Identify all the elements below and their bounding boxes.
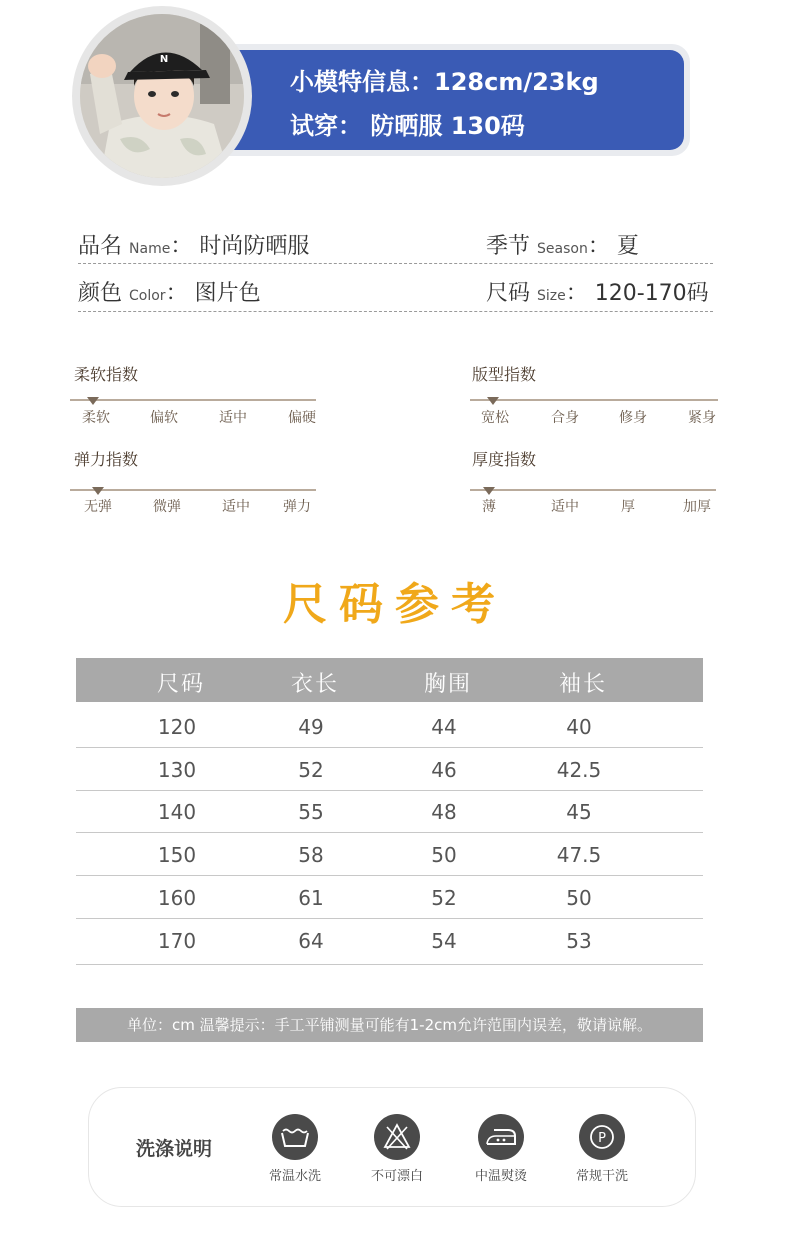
info-name [78,229,309,260]
table-cell: 52 [298,758,324,782]
table-cell: 40 [566,715,592,739]
info-color-label: 颜色 [78,281,123,306]
fit-scale-line [470,399,718,401]
thickness-label: 厚 [621,499,635,515]
softness-scale-line [70,399,316,401]
fit-index-title: 版型指数 [472,365,537,384]
info-season-en: Season [537,241,588,257]
table-row-divider [76,747,703,748]
wash-label: 常温水洗 [268,1169,322,1184]
model-tried-size: 试穿： 防晒服 130码 [290,112,525,140]
hand-wash-icon [272,1114,318,1160]
wash-label: 不可漂白 [370,1169,424,1184]
table-cell: 52 [431,886,457,910]
table-cell: 120 [157,715,197,739]
info-size-label: 尺码 [486,281,531,306]
fit-label: 宽松 [481,410,509,426]
table-cell: 160 [157,886,197,910]
softness-index-title: 柔软指数 [74,365,139,384]
iron-icon [478,1114,524,1160]
info-size [486,276,709,307]
info-name-label: 品名 [78,234,123,259]
table-cell: 49 [298,715,324,739]
info-season-value: ： 夏 [587,234,639,259]
model-avatar [80,14,244,178]
info-season [486,229,639,260]
thickness-index-title: 厚度指数 [472,450,537,469]
model-photo [80,14,244,178]
measurement-note: 单位：cm 温馨提示：手工平铺测量可能有1-2cm允许范围内误差，敬请谅解。 [76,1008,703,1042]
size-chart-title: 尺码参考 [283,579,507,630]
info-color-value: ： 图片色 [165,281,261,306]
table-cell: 50 [431,843,457,867]
elasticity-label: 适中 [222,499,250,515]
table-cell: 42.5 [556,758,602,782]
table-row-divider [76,832,703,833]
table-header-cell: 胸围 [423,672,473,697]
info-size-en: Size [537,288,566,304]
divider [78,263,713,264]
thickness-label: 加厚 [683,499,711,515]
svg-text:P: P [598,1131,606,1146]
info-name-value: ： 时尚防晒服 [170,234,310,259]
info-color [78,276,261,307]
thickness-marker [483,487,495,495]
info-size-value: ： 120-170码 [565,281,709,306]
wash-label: 常规干洗 [575,1169,629,1184]
table-row-divider [76,875,703,876]
elasticity-scale-line [70,489,316,491]
table-cell: 45 [566,800,592,824]
info-name-en: Name [129,241,171,257]
elasticity-label: 弹力 [283,499,311,515]
table-cell: 46 [431,758,457,782]
elasticity-label: 微弹 [153,499,181,515]
table-cell: 55 [298,800,324,824]
table-cell: 61 [298,886,324,910]
table-row-divider [76,918,703,919]
softness-label: 偏软 [150,410,178,426]
table-cell: 50 [566,886,592,910]
dry-clean-icon [579,1114,625,1160]
elasticity-label: 无弹 [84,499,112,515]
table-cell: 54 [431,929,457,953]
table-cell: 150 [157,843,197,867]
info-color-en: Color [129,288,166,304]
thickness-label: 适中 [551,499,579,515]
softness-label: 柔软 [82,410,110,426]
table-header-cell: 尺码 [156,672,206,697]
table-cell: 44 [431,715,457,739]
wash-label: 中温熨烫 [474,1169,528,1184]
table-header-cell: 衣长 [290,672,340,697]
softness-label: 适中 [219,410,247,426]
no-bleach-icon [374,1114,420,1160]
fit-marker [487,397,499,405]
table-cell: 53 [566,929,592,953]
fit-label: 紧身 [688,410,716,426]
fit-label: 合身 [551,410,579,426]
softness-marker [87,397,99,405]
divider [78,311,713,312]
svg-text:N: N [159,54,169,65]
elasticity-marker [92,487,104,495]
table-header-cell: 袖长 [558,672,608,697]
table-cell: 130 [157,758,197,782]
softness-label: 偏硬 [288,410,316,426]
table-cell: 140 [157,800,197,824]
table-row-divider [76,964,703,965]
table-cell: 47.5 [556,843,602,867]
wash-instructions-title: 洗涤说明 [136,1138,213,1160]
table-cell: 64 [298,929,324,953]
elasticity-index-title: 弹力指数 [74,450,139,469]
info-season-label: 季节 [486,234,531,259]
fit-label: 修身 [619,410,647,426]
table-cell: 170 [157,929,197,953]
table-cell: 58 [298,843,324,867]
table-row-divider [76,790,703,791]
thickness-scale-line [470,489,716,491]
table-cell: 48 [431,800,457,824]
model-height-weight: 小模特信息：128cm/23kg [290,68,599,96]
thickness-label: 薄 [482,499,496,515]
